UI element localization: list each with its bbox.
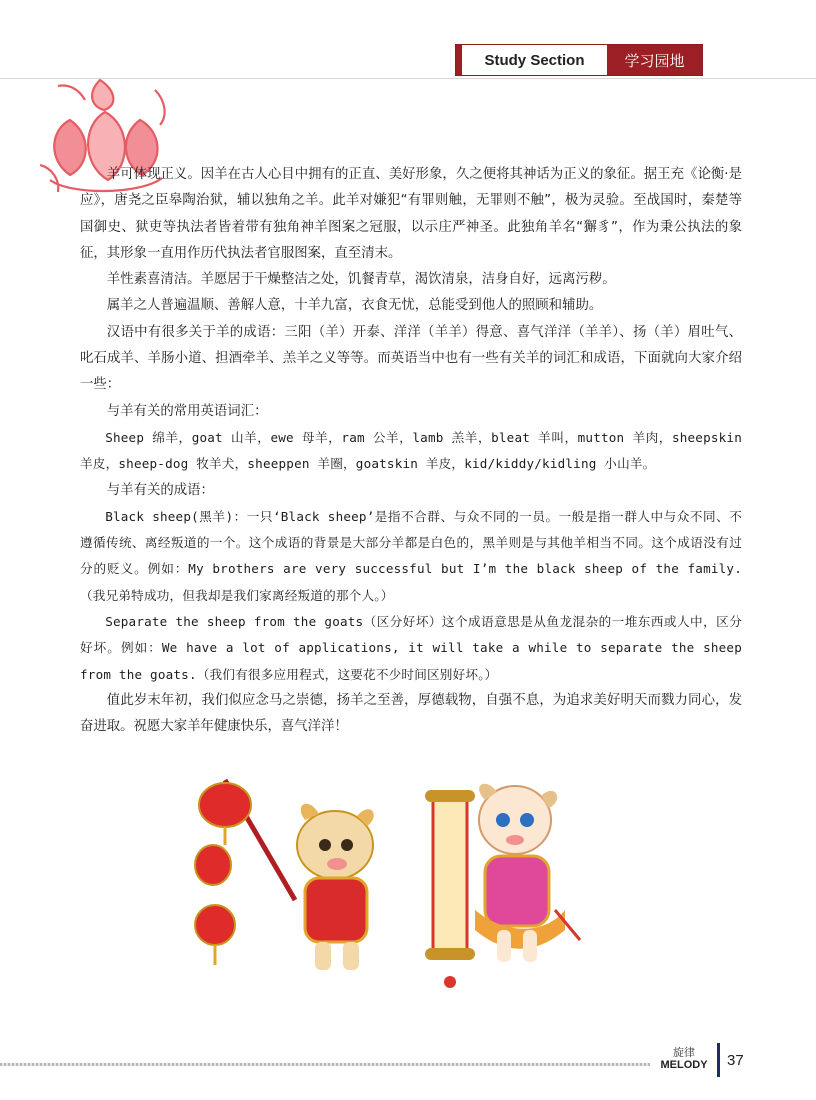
footer-brand-en: MELODY: [660, 1059, 708, 1071]
paragraph-personality: 属羊之人普遍温顺、善解人意，十羊九富，衣食无忧，总能受到他人的照顾和辅助。: [106, 298, 603, 314]
footer-divider: [717, 1043, 720, 1077]
paragraph-cleanliness: 羊性素喜清洁。羊愿居于干燥整洁之处，饥餐青草，渴饮清泉，洁身自好，远离污秽。: [106, 272, 616, 288]
lantern-goat-illustration-icon: [195, 780, 374, 970]
paragraph-vocab-heading: 与羊有关的常用英语词汇：: [106, 403, 268, 419]
footer-rule: [0, 1063, 650, 1066]
paragraph-idioms-intro: 汉语中有很多关于羊的成语：三阳（羊）开泰、洋洋（羊羊）得意、喜气洋洋（羊羊）、扬（羊）眉吐气、叱石成羊、羊肠小道、担酒牵羊、羔羊之义等等。而英语当中也有一些有关羊的词汇和成语，下面就向大家介绍一些：: [80, 324, 742, 393]
article-body: [80, 162, 742, 741]
footer-brand-cn: 旋律: [673, 1046, 695, 1059]
section-title-en: Study Section: [456, 45, 607, 75]
paragraph-black-sheep: Black sheep(黑羊)：一只‘Black sheep’是指不合群、与众不同的一员。一般是指一群人中与众不同、不遵循传统、离经叛道的一个。这个成语的背景是大部分羊都是白色的，黑羊则是与其他羊相当不同。这个成语没有过分的贬义。例如：My brothers are very successful but I’m the black sheep of the family.（我兄弟特成功，但我却是我们家离经叛道的那个人。）: [80, 508, 742, 603]
page-number: 37: [727, 1052, 744, 1069]
section-tab: [455, 44, 703, 76]
section-title-cn: 学习园地: [607, 45, 702, 75]
paragraph-idioms-heading: 与羊有关的成语：: [106, 482, 214, 498]
footer-brand: [655, 1047, 713, 1071]
paragraph-justice: 羊可体现正义。因羊在古人心目中拥有的正直、美好形象，久之便将其神话为正义的象征。据王充《论衡·是应》，唐尧之臣皋陶治狱，辅以独角之羊。此羊对嫌犯“有罪则触，无罪则不触”，极为灵验。至战国时，秦楚等国御史、狱吏等执法者皆着带有独角神羊图案之冠服，以示庄严神圣。此独角羊名“獬豸”，作为秉公执法的象征，其形象一直用作历代执法者官服图案，直至清末。: [80, 167, 742, 261]
scroll-goat-illustration-icon: [425, 784, 580, 988]
paragraph-separate-sheep: Separate the sheep from the goats（区分好坏）这个成语意思是从鱼龙混杂的一堆东西或人中，区分好坏。例如：We have a lot of applications, it will take a while to separate the sheep from the goats.（我们有很多应用程式，这要花不少时间区别好坏。）: [80, 614, 742, 682]
paragraph-new-year-wishes: 值此岁末年初，我们似应念马之崇德，扬羊之至善，厚德载物，自强不息，为追求美好明天而戮力同心，发奋进取。祝愿大家羊年健康快乐，喜气洋洋！: [80, 692, 742, 735]
paragraph-vocab-list: Sheep 绵羊，goat 山羊，ewe 母羊，ram 公羊，lamb 羔羊，bleat 羊叫，mutton 羊肉，sheepskin 羊皮，sheep-dog 牧羊犬，sheeppen 羊圈，goatskin 羊皮，kid/kiddy/kidling 小山羊。: [80, 429, 742, 472]
goat-illustrations: [185, 760, 605, 1000]
